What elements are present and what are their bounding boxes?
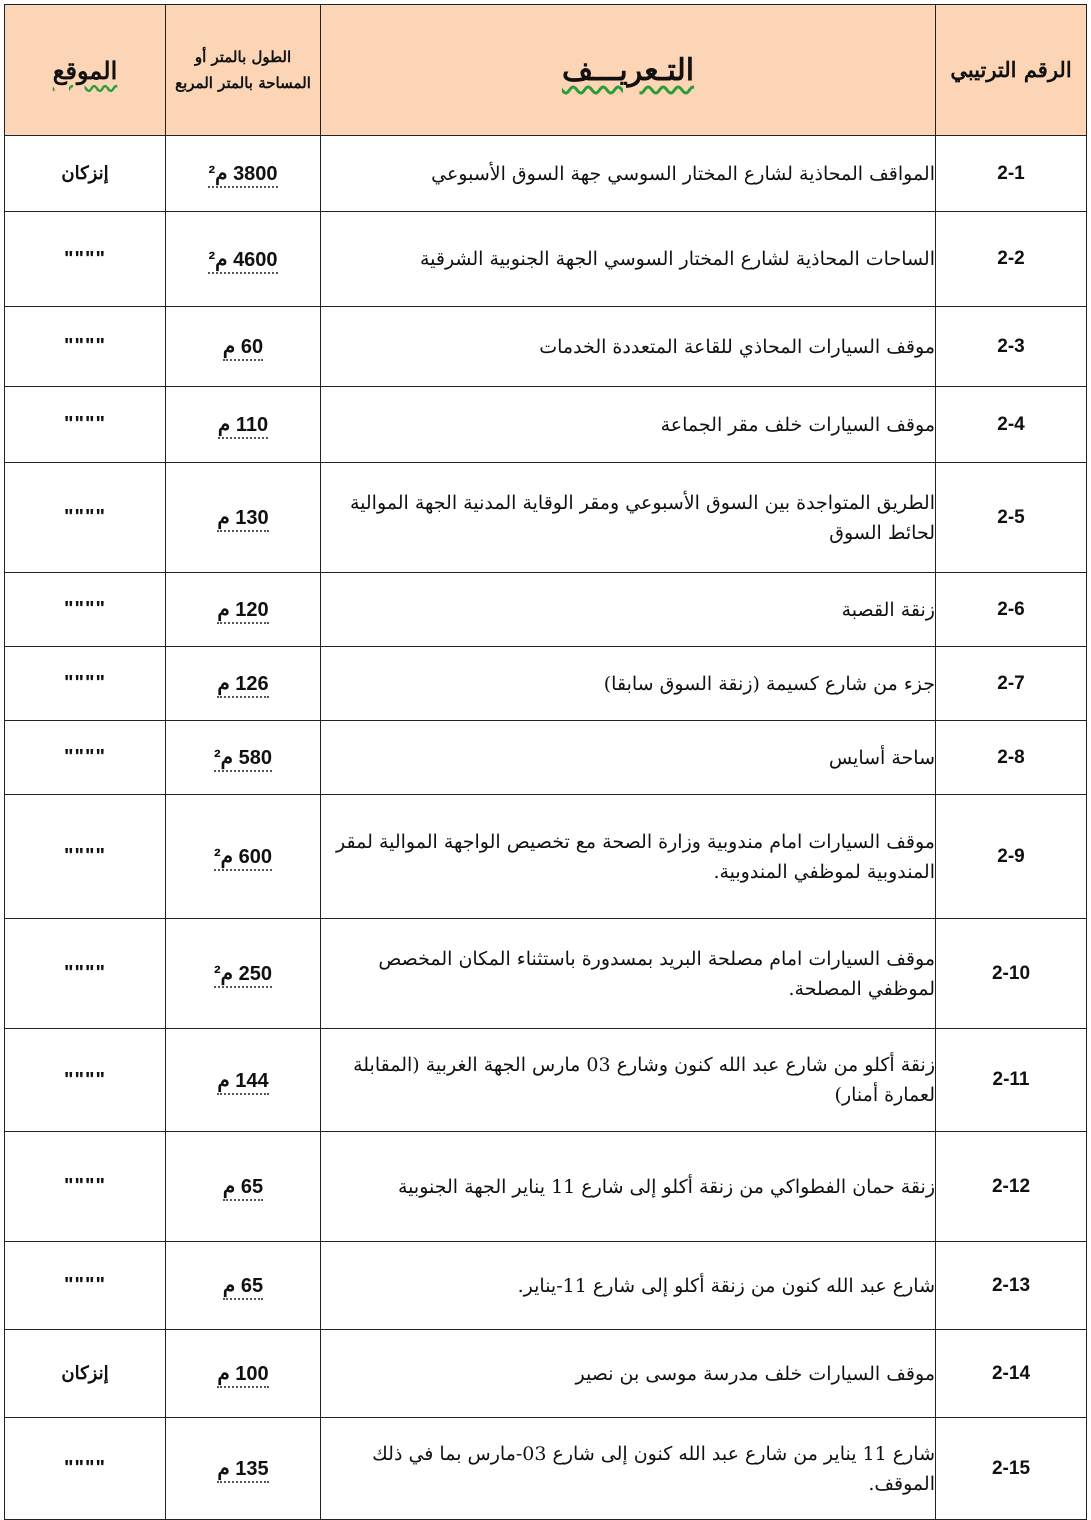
row-number: 2-3 (936, 307, 1087, 387)
row-number: 2-14 (936, 1330, 1087, 1418)
row-number: 2-6 (936, 573, 1087, 647)
row-definition: شارع عبد الله كنون من زنقة أكلو إلى شارع 11-يناير. (321, 1242, 936, 1330)
row-number: 2-4 (936, 387, 1087, 463)
row-definition: ساحة أسايس (321, 721, 936, 795)
row-length (166, 1029, 321, 1132)
row-number: 2-12 (936, 1132, 1087, 1242)
row-length-value: 250 م² (214, 963, 272, 988)
parking-table (4, 4, 1087, 1520)
row-length-value: 65 م (223, 1275, 263, 1300)
row-definition: الساحات المحاذية لشارع المختار السوسي الجهة الجنوبية الشرقية (321, 212, 936, 307)
row-number: 2-10 (936, 919, 1087, 1029)
row-length (166, 919, 321, 1029)
row-location: """" (5, 721, 166, 795)
row-length-value: 65 م (223, 1176, 263, 1201)
row-definition: موقف السيارات امام مندوبية وزارة الصحة مع تخصيص الواجهة الموالية لمقر المندوبية لموظفي المندوبية. (321, 795, 936, 919)
table-row (5, 307, 1087, 387)
table-row (5, 1132, 1087, 1242)
row-location: """" (5, 1418, 166, 1520)
row-definition: الطريق المتواجدة بين السوق الأسبوعي ومقر الوقاية المدنية الجهة الموالية لحائط السوق (321, 463, 936, 573)
row-number: 2-2 (936, 212, 1087, 307)
row-length (166, 136, 321, 212)
row-length-value: 126 م (217, 673, 268, 698)
table-row (5, 647, 1087, 721)
row-location: """" (5, 1029, 166, 1132)
row-definition: زنقة أكلو من شارع عبد الله كنون وشارع 03 مارس الجهة الغربية (المقابلة لعمارة أمنار) (321, 1029, 936, 1132)
row-location: """" (5, 387, 166, 463)
header-location: الموقع (5, 5, 166, 136)
row-number: 2-15 (936, 1418, 1087, 1520)
row-length-value: 3800 م² (208, 163, 277, 188)
table-row (5, 1242, 1087, 1330)
row-location: إنزكان (5, 1330, 166, 1418)
row-location: """" (5, 919, 166, 1029)
row-length (166, 307, 321, 387)
header-definition: التـعريـــف (321, 5, 936, 136)
row-definition: موقف السيارات المحاذي للقاعة المتعددة الخدمات (321, 307, 936, 387)
row-length (166, 463, 321, 573)
row-length-value: 100 م (217, 1363, 268, 1388)
row-length (166, 573, 321, 647)
row-length (166, 795, 321, 919)
table-header (5, 5, 1087, 136)
row-location: """" (5, 463, 166, 573)
row-length (166, 1132, 321, 1242)
table-row (5, 573, 1087, 647)
row-definition: شارع 11 يناير من شارع عبد الله كنون إلى شارع 03-مارس بما في ذلك الموقف. (321, 1418, 936, 1520)
row-length-value: 4600 م² (208, 249, 277, 274)
table-row (5, 1330, 1087, 1418)
row-length (166, 1242, 321, 1330)
row-number: 2-9 (936, 795, 1087, 919)
row-length-value: 110 م (218, 414, 268, 439)
row-location: """" (5, 1242, 166, 1330)
row-length (166, 212, 321, 307)
row-definition: موقف السيارات خلف مدرسة موسى بن نصير (321, 1330, 936, 1418)
row-location: """" (5, 573, 166, 647)
row-location: """" (5, 307, 166, 387)
row-length-value: 120 م (217, 599, 268, 624)
row-definition: زنقة القصبة (321, 573, 936, 647)
row-length-value: 580 م² (214, 747, 272, 772)
row-location: إنزكان (5, 136, 166, 212)
table-row (5, 721, 1087, 795)
row-length (166, 647, 321, 721)
table-row (5, 387, 1087, 463)
row-length-value: 60 م (223, 336, 263, 361)
row-location: """" (5, 212, 166, 307)
row-number: 2-8 (936, 721, 1087, 795)
header-number: الرقم الترتيبي (936, 5, 1087, 136)
row-definition: زنقة حمان الفطواكي من زنقة أكلو إلى شارع 11 يناير الجهة الجنوبية (321, 1132, 936, 1242)
row-length-value: 600 م² (214, 846, 272, 871)
row-number: 2-5 (936, 463, 1087, 573)
row-length (166, 387, 321, 463)
table-row (5, 1418, 1087, 1520)
table-body (5, 136, 1087, 1520)
row-definition: جزء من شارع كسيمة (زنقة السوق سابقا) (321, 647, 936, 721)
table-row (5, 212, 1087, 307)
table-row (5, 795, 1087, 919)
row-location: """" (5, 1132, 166, 1242)
row-length-value: 130 م (217, 507, 268, 532)
row-length (166, 1330, 321, 1418)
table-row (5, 919, 1087, 1029)
row-location: """" (5, 795, 166, 919)
row-length-value: 144 م (217, 1070, 268, 1095)
row-number: 2-11 (936, 1029, 1087, 1132)
row-length (166, 1418, 321, 1520)
table-row (5, 1029, 1087, 1132)
row-length-value: 135 م (217, 1458, 268, 1483)
table-row (5, 136, 1087, 212)
row-definition: المواقف المحاذية لشارع المختار السوسي جهة السوق الأسبوعي (321, 136, 936, 212)
row-number: 2-7 (936, 647, 1087, 721)
row-length (166, 721, 321, 795)
header-length: الطول بالمتر أو المساحة بالمتر المربع (166, 5, 321, 136)
row-number: 2-13 (936, 1242, 1087, 1330)
row-definition: موقف السيارات خلف مقر الجماعة (321, 387, 936, 463)
row-definition: موقف السيارات امام مصلحة البريد بمسدورة باستثناء المكان المخصص لموظفي المصلحة. (321, 919, 936, 1029)
row-number: 2-1 (936, 136, 1087, 212)
row-location: """" (5, 647, 166, 721)
table-row (5, 463, 1087, 573)
